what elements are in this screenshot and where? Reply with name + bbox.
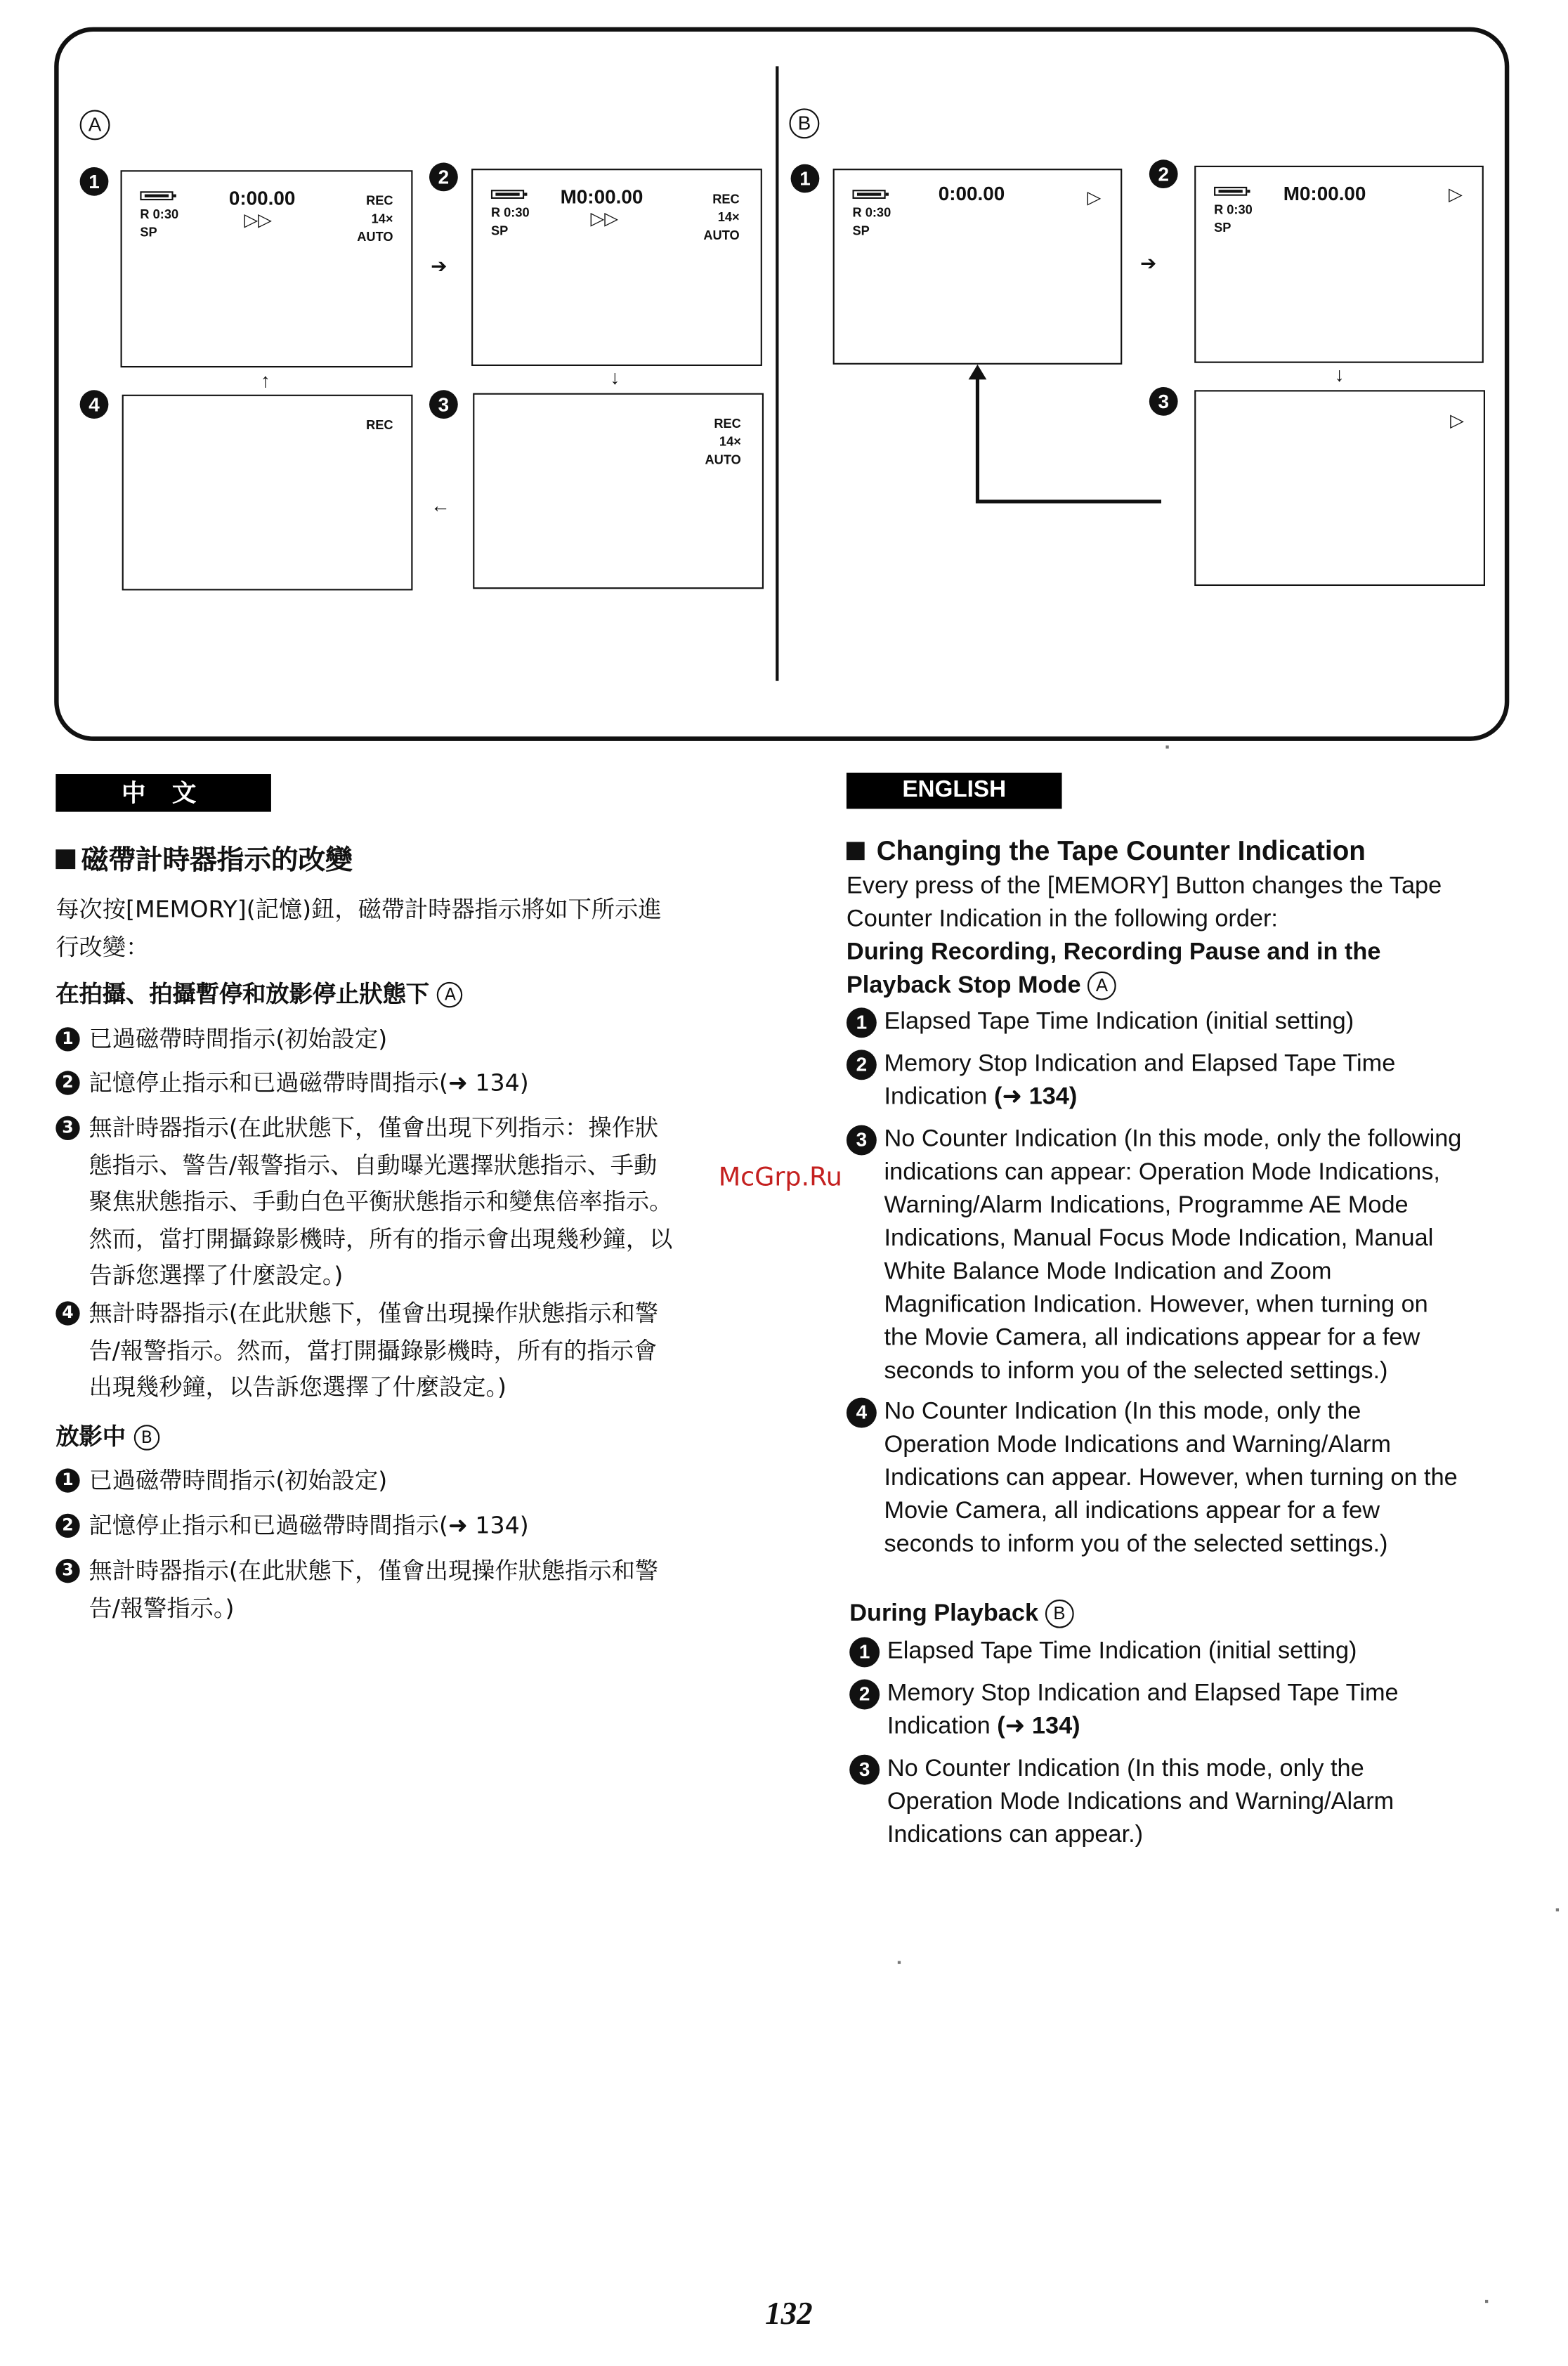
english-intro-line: Every press of the [MEMORY] Button changes the Tape bbox=[846, 873, 1442, 899]
number-badge: 4 bbox=[55, 1301, 79, 1325]
circled-letter-b: B bbox=[134, 1425, 159, 1450]
item-line: Operation Mode Indications and Warning/Alarm bbox=[887, 1789, 1394, 1815]
number-badge: 3 bbox=[55, 1559, 79, 1583]
chinese-mode-b-heading bbox=[55, 1419, 159, 1456]
item-line: Memory Stop Indication and Elapsed Tape Time bbox=[884, 1051, 1396, 1077]
chinese-intro-line: 每次按[MEMORY](記憶)鈕，磁帶計時器指示將如下所示進 bbox=[55, 896, 662, 924]
chinese-mode-a-heading bbox=[55, 976, 463, 1013]
english-mode-a-item bbox=[847, 1123, 1532, 1388]
tape-speed: SP bbox=[852, 223, 870, 238]
english-mode-b-item bbox=[849, 1678, 1535, 1744]
item-line: seconds to inform you of the selected settings.) bbox=[884, 1531, 1388, 1557]
chinese-mode-a-item bbox=[55, 1021, 748, 1059]
battery-icon bbox=[140, 191, 173, 200]
play-indicator-icon: ▷ bbox=[1087, 186, 1102, 208]
item-line: Warning/Alarm Indications, Programme AE Mode bbox=[884, 1193, 1409, 1219]
item-line: 無計時器指示(在此狀態下，僅會出現操作狀態指示和警 bbox=[89, 1300, 659, 1327]
battery-icon bbox=[853, 190, 886, 199]
play-indicator-icon: ▷▷ bbox=[590, 207, 619, 229]
focus-indicator: AUTO bbox=[705, 452, 741, 467]
number-badge: 3 bbox=[849, 1755, 880, 1785]
item-line: 記憶停止指示和已過磁帶時間指示(➜ 134) bbox=[89, 1512, 529, 1540]
scan-speck bbox=[1485, 2300, 1488, 2303]
item-line: 態指示、警告/報警指示、自動曝光選擇狀態指示、手動 bbox=[89, 1151, 658, 1179]
tape-counter: M0:00.00 bbox=[560, 185, 643, 208]
item-line: No Counter Indication (In this mode, only the bbox=[887, 1756, 1364, 1782]
number-badge: 1 bbox=[55, 1027, 79, 1051]
scan-speck bbox=[1556, 1908, 1559, 1911]
item-line: 記憶停止指示和已過磁帶時間指示(➜ 134) bbox=[89, 1069, 529, 1097]
number-badge: 3 bbox=[847, 1125, 877, 1156]
circled-letter-a: A bbox=[438, 982, 463, 1007]
remaining-time: R 0:30 bbox=[1214, 202, 1253, 217]
english-intro bbox=[847, 870, 1524, 936]
english-mode-a-item bbox=[847, 1048, 1532, 1114]
focus-indicator: AUTO bbox=[357, 228, 393, 244]
battery-icon bbox=[491, 190, 524, 199]
step-badge: 4 bbox=[80, 390, 109, 419]
chinese-mode-a-item bbox=[55, 1110, 748, 1295]
english-tab: ENGLISH bbox=[847, 773, 1062, 809]
number-badge: 2 bbox=[55, 1071, 79, 1094]
scan-speck bbox=[898, 1961, 901, 1963]
circled-letter-b: B bbox=[1045, 1600, 1074, 1628]
item-line: 已過磁帶時間指示(初始設定) bbox=[89, 1026, 388, 1053]
page-number: 132 bbox=[765, 2295, 813, 2332]
item-line: 無計時器指示(在此狀態下，僅會出現操作狀態指示和警 bbox=[89, 1557, 659, 1585]
number-badge: 2 bbox=[849, 1680, 880, 1710]
zoom-indicator: 14× bbox=[719, 433, 741, 449]
play-indicator-icon: ▷ bbox=[1449, 183, 1463, 205]
chinese-mode-b-item bbox=[55, 1463, 748, 1500]
number-badge: 1 bbox=[55, 1468, 79, 1492]
chinese-tab: 中 文 bbox=[55, 774, 271, 812]
square-bullet-icon bbox=[55, 849, 75, 869]
arrow-up-icon: ↑ bbox=[260, 369, 270, 392]
english-mode-b-item bbox=[849, 1635, 1535, 1668]
panel-a-label: A bbox=[80, 110, 110, 140]
viewfinder-screen-b1 bbox=[833, 169, 1123, 365]
number-badge: 2 bbox=[847, 1050, 877, 1080]
return-arrow-icon bbox=[964, 362, 1175, 512]
item-line: 然而，當打開攝錄影機時，所有的指示會出現幾秒鐘，以 bbox=[89, 1225, 673, 1253]
chinese-mode-a-item bbox=[55, 1295, 748, 1406]
page-reference: (➜ 134) bbox=[993, 1084, 1078, 1111]
remaining-time: R 0:30 bbox=[852, 204, 891, 221]
english-intro-line: Counter Indication in the following order: bbox=[846, 906, 1278, 933]
tape-counter: 0:00.00 bbox=[938, 182, 1005, 205]
item-line: the Movie Camera, all indications appear for a few bbox=[884, 1325, 1420, 1352]
panel-b-label: B bbox=[789, 108, 819, 138]
item-line: White Balance Mode Indication and Zoom bbox=[884, 1259, 1332, 1285]
watermark-text: McGrp.Ru bbox=[718, 1163, 842, 1194]
tape-speed: SP bbox=[1214, 220, 1231, 235]
english-mode-a-item bbox=[847, 1006, 1532, 1039]
tape-counter: 0:00.00 bbox=[228, 186, 296, 210]
viewfinder-screen-a4 bbox=[122, 395, 413, 591]
item-line: 告/報警指示。) bbox=[89, 1594, 235, 1622]
tape-speed: SP bbox=[490, 223, 509, 238]
tape-counter: M0:00.00 bbox=[1283, 182, 1366, 205]
tape-speed: SP bbox=[140, 224, 157, 240]
viewfinder-screen-b2 bbox=[1194, 166, 1484, 363]
item-line: indications can appear: Operation Mode Indications, bbox=[884, 1159, 1440, 1186]
viewfinder-screen-a3 bbox=[473, 393, 764, 589]
number-badge: 1 bbox=[849, 1638, 880, 1668]
square-bullet-icon bbox=[847, 842, 865, 860]
focus-indicator: AUTO bbox=[703, 227, 740, 243]
number-badge: 3 bbox=[55, 1116, 79, 1140]
item-line: Elapsed Tape Time Indication (initial setting) bbox=[887, 1638, 1357, 1665]
arrow-left-icon: ← bbox=[431, 494, 451, 517]
circled-letter-a: A bbox=[1087, 972, 1116, 1000]
item-line: No Counter Indication (In this mode, only the following bbox=[884, 1126, 1462, 1153]
battery-icon bbox=[1214, 187, 1247, 196]
remaining-time: R 0:30 bbox=[140, 206, 179, 222]
viewfinder-screen-b3 bbox=[1194, 390, 1485, 586]
step-badge: 2 bbox=[1149, 159, 1178, 188]
item-line: Operation Mode Indications and Warning/Alarm bbox=[884, 1432, 1391, 1458]
number-badge: 2 bbox=[55, 1514, 79, 1538]
play-indicator-icon: ▷▷ bbox=[244, 209, 272, 231]
scan-speck bbox=[1165, 745, 1168, 748]
zoom-indicator: 14× bbox=[371, 211, 393, 226]
english-mode-b-item bbox=[849, 1753, 1535, 1853]
chinese-heading-text: 磁帶計時器指示的改變 bbox=[81, 844, 353, 877]
english-mode-a-line: During Recording, Recording Pause and in the bbox=[846, 939, 1381, 966]
arrow-right-icon: ➔ bbox=[431, 254, 447, 277]
viewfinder-screen-a2 bbox=[471, 169, 762, 366]
chinese-intro-line: 行改變： bbox=[55, 933, 150, 960]
number-badge: 4 bbox=[847, 1398, 877, 1428]
item-line: Movie Camera, all indications appear for a few bbox=[884, 1498, 1380, 1524]
english-heading bbox=[847, 833, 1366, 869]
item-line: Memory Stop Indication and Elapsed Tape Time bbox=[887, 1680, 1399, 1707]
rec-indicator: REC bbox=[712, 191, 740, 207]
rec-indicator: REC bbox=[366, 192, 393, 208]
step-badge: 2 bbox=[429, 163, 458, 192]
chinese-mode-a-text: 在拍攝、拍攝暫停和放影停止狀態下 bbox=[55, 980, 430, 1008]
item-line: Magnification Indication. However, when turning on bbox=[884, 1292, 1428, 1318]
step-badge: 3 bbox=[1149, 387, 1178, 416]
chinese-mode-b-text: 放影中 bbox=[55, 1423, 126, 1451]
number-badge: 1 bbox=[847, 1007, 877, 1038]
english-heading-text: Changing the Tape Counter Indication bbox=[876, 835, 1366, 866]
step-badge: 1 bbox=[80, 167, 109, 196]
panel-divider bbox=[776, 66, 778, 681]
step-badge: 3 bbox=[429, 390, 458, 419]
zoom-indicator: 14× bbox=[717, 209, 740, 225]
item-line: Indication bbox=[887, 1713, 991, 1740]
chinese-mode-a-item bbox=[55, 1065, 748, 1102]
item-line: 告訴您選擇了什麼設定。) bbox=[89, 1262, 344, 1290]
item-line: Indications can appear. However, when turning on the bbox=[884, 1465, 1458, 1491]
viewfinder-screen-a1 bbox=[121, 170, 413, 367]
diagram-frame bbox=[54, 27, 1509, 741]
item-line: 聚焦狀態指示、手動白色平衡狀態指示和變焦倍率指示。 bbox=[89, 1188, 673, 1216]
arrow-down-icon: ↓ bbox=[1334, 362, 1345, 386]
item-line: 無計時器指示(在此狀態下，僅會出現下列指示：操作狀 bbox=[89, 1114, 659, 1142]
item-line: seconds to inform you of the selected settings.) bbox=[884, 1358, 1388, 1385]
chinese-mode-b-item bbox=[55, 1553, 748, 1626]
item-line: 已過磁帶時間指示(初始設定) bbox=[89, 1467, 388, 1494]
remaining-time: R 0:30 bbox=[490, 204, 530, 221]
chinese-mode-b-item bbox=[55, 1508, 748, 1545]
chinese-heading bbox=[55, 842, 352, 881]
item-line: Indication bbox=[884, 1084, 988, 1111]
item-line: No Counter Indication (In this mode, only the bbox=[884, 1399, 1361, 1425]
chinese-intro bbox=[55, 891, 764, 965]
step-badge: 1 bbox=[791, 164, 820, 193]
item-line: Elapsed Tape Time Indication (initial setting) bbox=[884, 1009, 1354, 1035]
page-reference: (➜ 134) bbox=[997, 1713, 1080, 1740]
english-mode-a-line: Playback Stop Mode bbox=[846, 973, 1081, 999]
rec-indicator: REC bbox=[366, 417, 393, 433]
english-mode-a-item bbox=[847, 1396, 1532, 1562]
item-line: Indications, Manual Focus Mode Indication, Manual bbox=[884, 1226, 1434, 1252]
arrow-right-icon: ➔ bbox=[1140, 251, 1157, 275]
arrow-down-icon: ↓ bbox=[610, 365, 620, 389]
item-line: 告/報警指示。然而，當打開攝錄影機時，所有的指示會 bbox=[89, 1336, 658, 1364]
item-line: Indications can appear.) bbox=[887, 1822, 1144, 1848]
english-mode-a-heading bbox=[847, 937, 1524, 1003]
english-mode-b-text: During Playback bbox=[849, 1601, 1039, 1627]
rec-indicator: REC bbox=[714, 415, 741, 431]
play-indicator-icon: ▷ bbox=[1450, 410, 1464, 431]
item-line: 出現幾秒鐘，以告訴您選擇了什麼設定。) bbox=[89, 1373, 507, 1401]
english-mode-b-heading bbox=[849, 1598, 1527, 1631]
